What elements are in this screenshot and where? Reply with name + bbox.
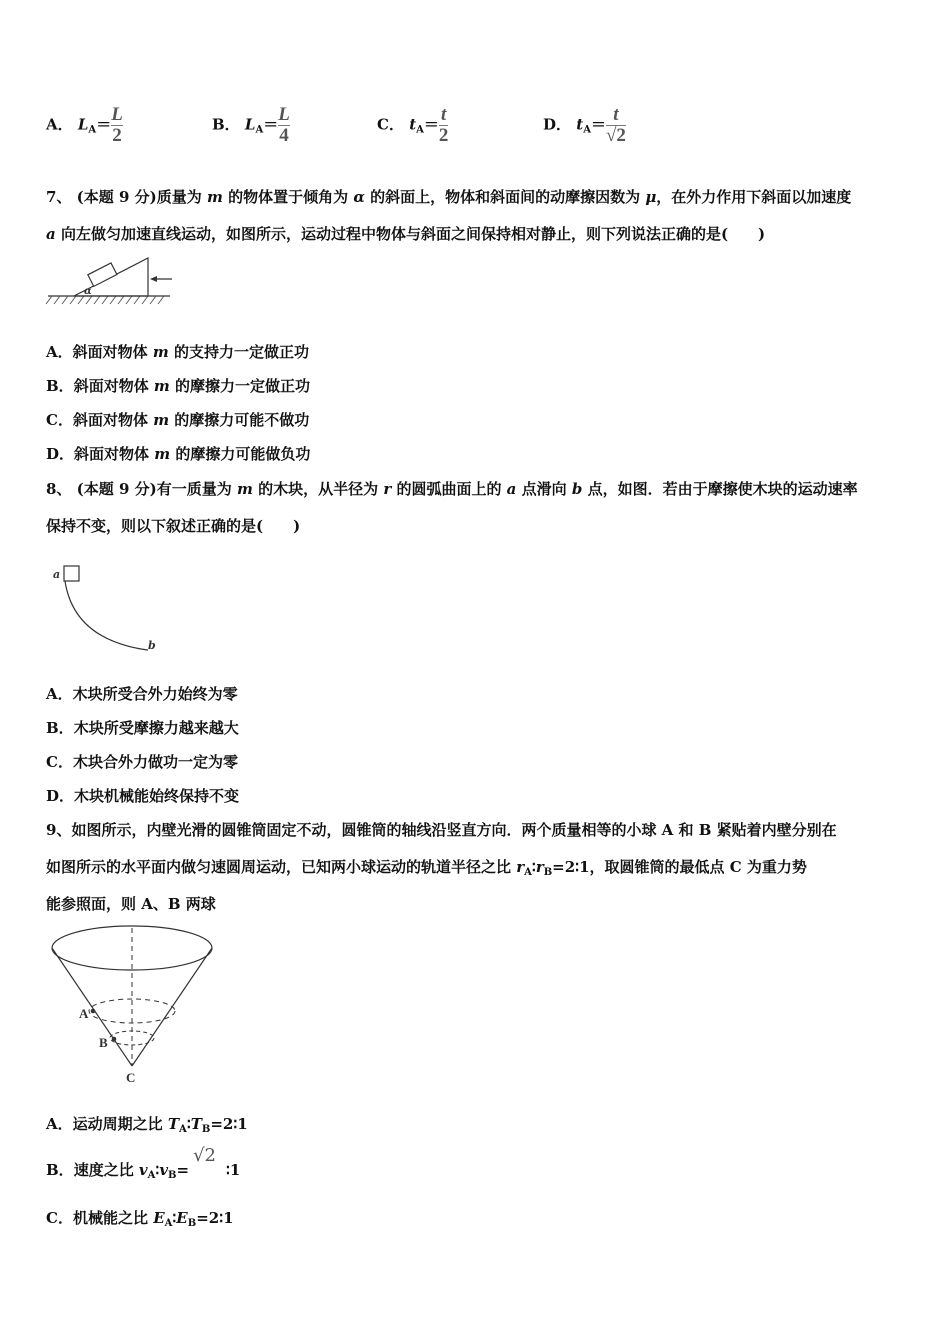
q9-option-b: B．速度之比 $v_A∶v_B=√2∶1$ [46, 1145, 241, 1181]
q7-option-d: D．斜面对物体 m 的摩擦力可能做负功 [46, 445, 311, 463]
ball-a-label: A [79, 1006, 89, 1021]
q9-stem-line2: 如图所示的水平面内做匀速圆周运动，已知两小球运动的轨道半径之比 $r_A∶r_B=2∶1$，取圆锥筒的最低点 C 为重力势 [46, 858, 807, 878]
q9-stem-line3: 能参照面，则 A、B 两球 [46, 895, 216, 913]
ball-b-label: B [99, 1035, 108, 1050]
q9-stem-line1: 9、如图所示，内壁光滑的圆锥筒固定不动，圆锥筒的轴线沿竖直方向．两个质量相等的小球 A 和 B 紧贴着内壁分别在 [46, 821, 837, 839]
q9-option-c: C．机械能之比 $E_A∶E_B=2∶1$ [46, 1209, 234, 1229]
q7-option-b: B．斜面对物体 m 的摩擦力一定做正功 [46, 377, 311, 395]
q8-option-c: C．木块合外力做功一定为零 [46, 753, 238, 771]
cone-figure [48, 923, 223, 1088]
q6-option-d: D． $t_A=$ $\frac{t}{√2}$ [543, 104, 626, 146]
q8-option-d: D．木块机械能始终保持不变 [46, 787, 240, 805]
q6-option-b: B． $L_A=$ $\frac{L}{4}$ [212, 104, 290, 146]
q9-option-a: A．运动周期之比 $T_A∶T_B=2∶1$ [46, 1115, 248, 1135]
incline-figure [44, 252, 179, 312]
fraction: $\frac{t}{2}$ [438, 104, 449, 146]
q8-stem-line1: 8、 (本题 9 分)有一质量为 m 的木块，从半径为 r 的圆弧曲面上的 a 点滑向 b 点，如图．若由于摩擦使木块的运动速率 [46, 480, 858, 498]
q7-stem-line1: 7、 (本题 9 分)质量为 m 的物体置于倾角为 α 的斜面上，物体和斜面间的动摩擦因数为 μ，在外力作用下斜面以加速度 [46, 188, 852, 206]
fraction: $\frac{t}{√2}$ [605, 104, 626, 146]
q6-option-a: A． $L_A=$ $\frac{L}{2}$ [46, 104, 123, 146]
point-a-label: a [53, 568, 61, 581]
arc-figure [48, 562, 163, 657]
q7-stem-line2: a 向左做匀加速直线运动，如图所示，运动过程中物体与斜面之间保持相对静止，则下列说法正确的是( ) [46, 225, 766, 243]
fraction: $\frac{L}{4}$ [278, 104, 290, 146]
q7-option-c: C．斜面对物体 m 的摩擦力可能不做功 [46, 411, 310, 429]
q8-stem-line2: 保持不变，则以下叙述正确的是( ) [46, 517, 301, 535]
q7-option-a: A．斜面对物体 m 的支持力一定做正功 [46, 343, 309, 361]
q8-option-b: B．木块所受摩擦力越来越大 [46, 719, 239, 737]
angle-label: α [84, 286, 92, 297]
point-c-label: C [126, 1070, 136, 1085]
fraction: $\frac{L}{2}$ [111, 104, 123, 146]
q8-option-a: A．木块所受合外力始终为零 [46, 685, 238, 703]
point-b-label: b [148, 639, 156, 652]
sqrt-two: √2 [193, 1145, 216, 1166]
q6-option-c: C． $t_A=$ $\frac{t}{2}$ [377, 104, 449, 146]
